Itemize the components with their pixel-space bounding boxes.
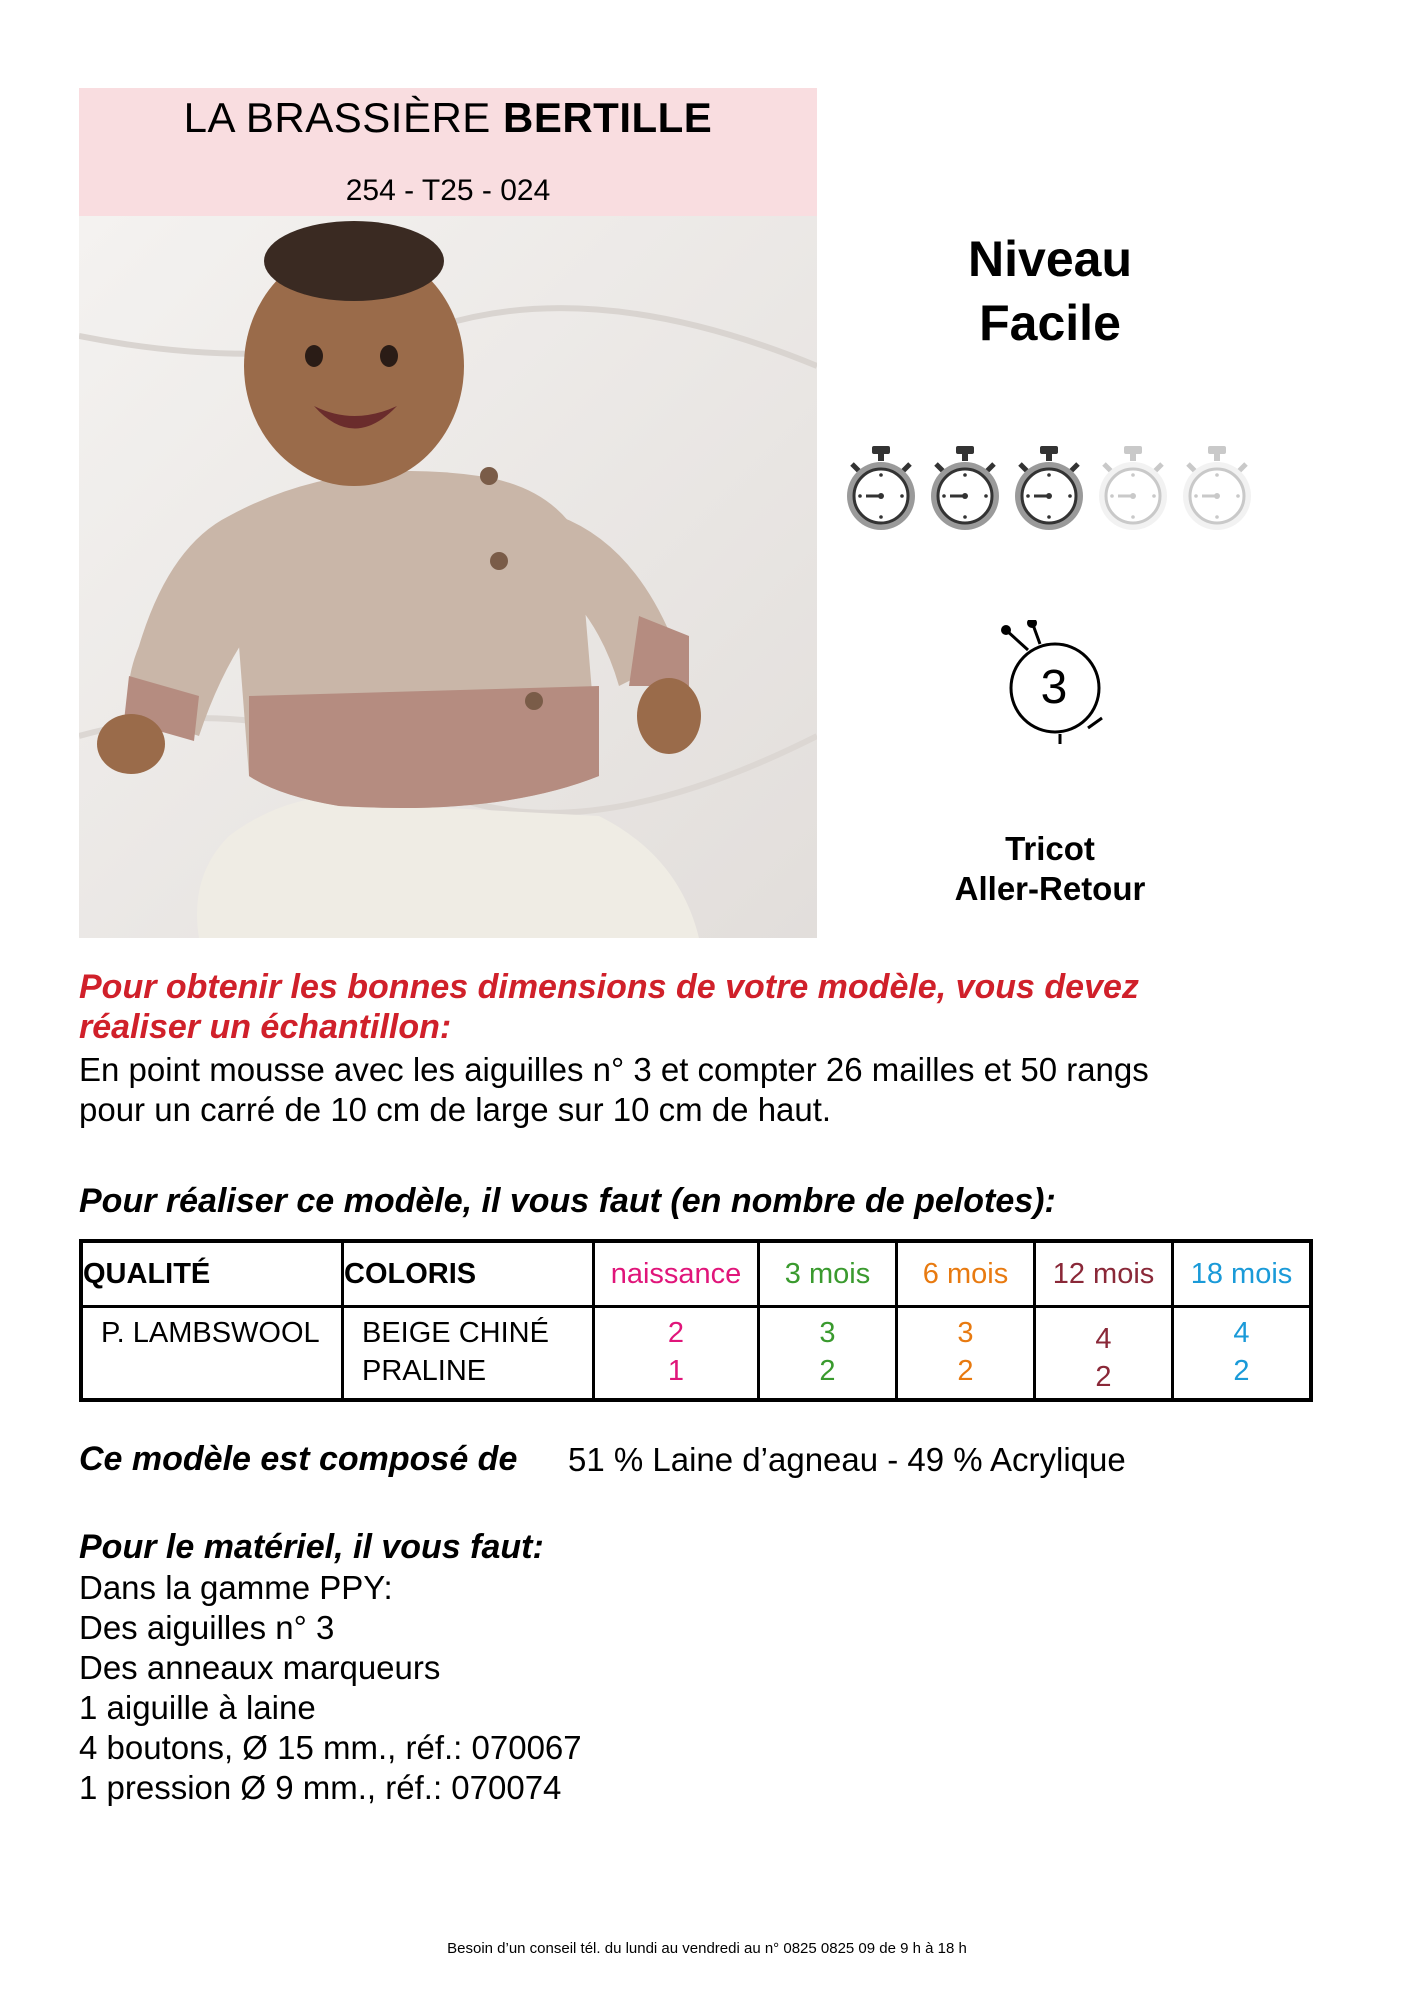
material-list: [79, 1568, 1339, 1808]
gauge-heading-line2: réaliser un échantillon:: [79, 1008, 452, 1046]
product-photo: [79, 216, 817, 938]
title-prefix: LA BRASSIÈRE: [183, 94, 491, 141]
yarn-heading: Pour réaliser ce modèle, il vous faut (en nombre de pelotes):: [79, 1182, 1056, 1220]
qty-value: 2: [1095, 1361, 1112, 1393]
color-list: [362, 1308, 592, 1390]
qty-value: 2: [667, 1317, 685, 1349]
technique-line2: Aller-Retour: [954, 870, 1146, 907]
size-header: 6 mois: [897, 1241, 1035, 1307]
material-item: 4 boutons, Ø 15 mm., réf.: 070067: [79, 1729, 582, 1766]
quality-header: QUALITÉ: [81, 1241, 343, 1307]
qty-value: 2: [957, 1355, 974, 1387]
yarn-quantity-table: [79, 1239, 1313, 1402]
gauge-text-line1: En point mousse avec les aiguilles n° 3 et compter 26 mailles et 50 rangs: [79, 1051, 1149, 1088]
qty-value: 2: [819, 1355, 836, 1387]
size-header: naissance: [594, 1241, 759, 1307]
qty-value: 3: [957, 1317, 974, 1349]
gauge-text-line2: pour un carré de 10 cm de large sur 10 cm de haut.: [79, 1091, 832, 1128]
level-label: Niveau: [968, 231, 1132, 287]
footer-contact: Besoin d’un conseil tél. du lundi au vendredi au n° 0825 0825 09 de 9 h à 18 h: [447, 1940, 967, 1957]
stopwatch-icon: [1094, 444, 1172, 532]
size-header: 3 mois: [759, 1241, 897, 1307]
qty-value: 4: [1095, 1323, 1112, 1355]
stopwatch-icon: [1010, 444, 1088, 532]
level-value: Facile: [979, 295, 1121, 351]
qty-cell: [594, 1307, 759, 1401]
qty-value: 2: [1233, 1355, 1250, 1387]
baby-sweater-illustration: [79, 216, 817, 938]
color-name: BEIGE CHINÉ: [362, 1317, 549, 1349]
qty-value: 4: [1233, 1317, 1250, 1349]
qty-cell: [1035, 1307, 1173, 1401]
size-header: 18 mois: [1173, 1241, 1312, 1307]
color-name: PRALINE: [362, 1355, 487, 1387]
stopwatch-icon: [842, 444, 920, 532]
title-banner: [79, 88, 817, 216]
material-item: 1 aiguille à laine: [79, 1689, 316, 1726]
table-row: [81, 1307, 1311, 1401]
title-name: BERTILLE: [502, 94, 713, 141]
material-item: 1 pression Ø 9 mm., réf.: 070074: [79, 1769, 562, 1806]
colors-cell: [343, 1307, 594, 1401]
needle-size-value: 3: [1040, 661, 1068, 714]
qty-value: 3: [819, 1317, 836, 1349]
difficulty-timers: [842, 444, 1262, 534]
qty-cell: [759, 1307, 897, 1401]
gauge-heading-line1: Pour obtenir les bonnes dimensions de votre modèle, vous devez: [79, 968, 1139, 1006]
pattern-title: [79, 94, 817, 142]
material-item: Dans la gamme PPY:: [79, 1569, 393, 1606]
colors-header: COLORIS: [343, 1241, 594, 1307]
material-heading: Pour le matériel, il vous faut:: [79, 1528, 544, 1566]
size-header: 12 mois: [1035, 1241, 1173, 1307]
stopwatch-icon: [1178, 444, 1256, 532]
qty-cell: [897, 1307, 1035, 1401]
technique-line1: Tricot: [1005, 830, 1095, 867]
quality-value: P. LAMBSWOOL: [101, 1317, 320, 1349]
composition-value: 51 % Laine d’agneau - 49 % Acrylique: [568, 1441, 1126, 1478]
material-item: Des aiguilles n° 3: [79, 1609, 335, 1646]
qty-value: 1: [667, 1355, 685, 1387]
quality-cell: [81, 1307, 343, 1401]
table-header-row: [81, 1241, 1311, 1307]
qty-cell: [1173, 1307, 1312, 1401]
composition-label: Ce modèle est composé de: [79, 1440, 518, 1478]
needle-size-badge: [998, 620, 1110, 744]
material-item: Des anneaux marqueurs: [79, 1649, 441, 1686]
pattern-reference: 254 - T25 - 024: [345, 174, 551, 207]
stopwatch-icon: [926, 444, 1004, 532]
